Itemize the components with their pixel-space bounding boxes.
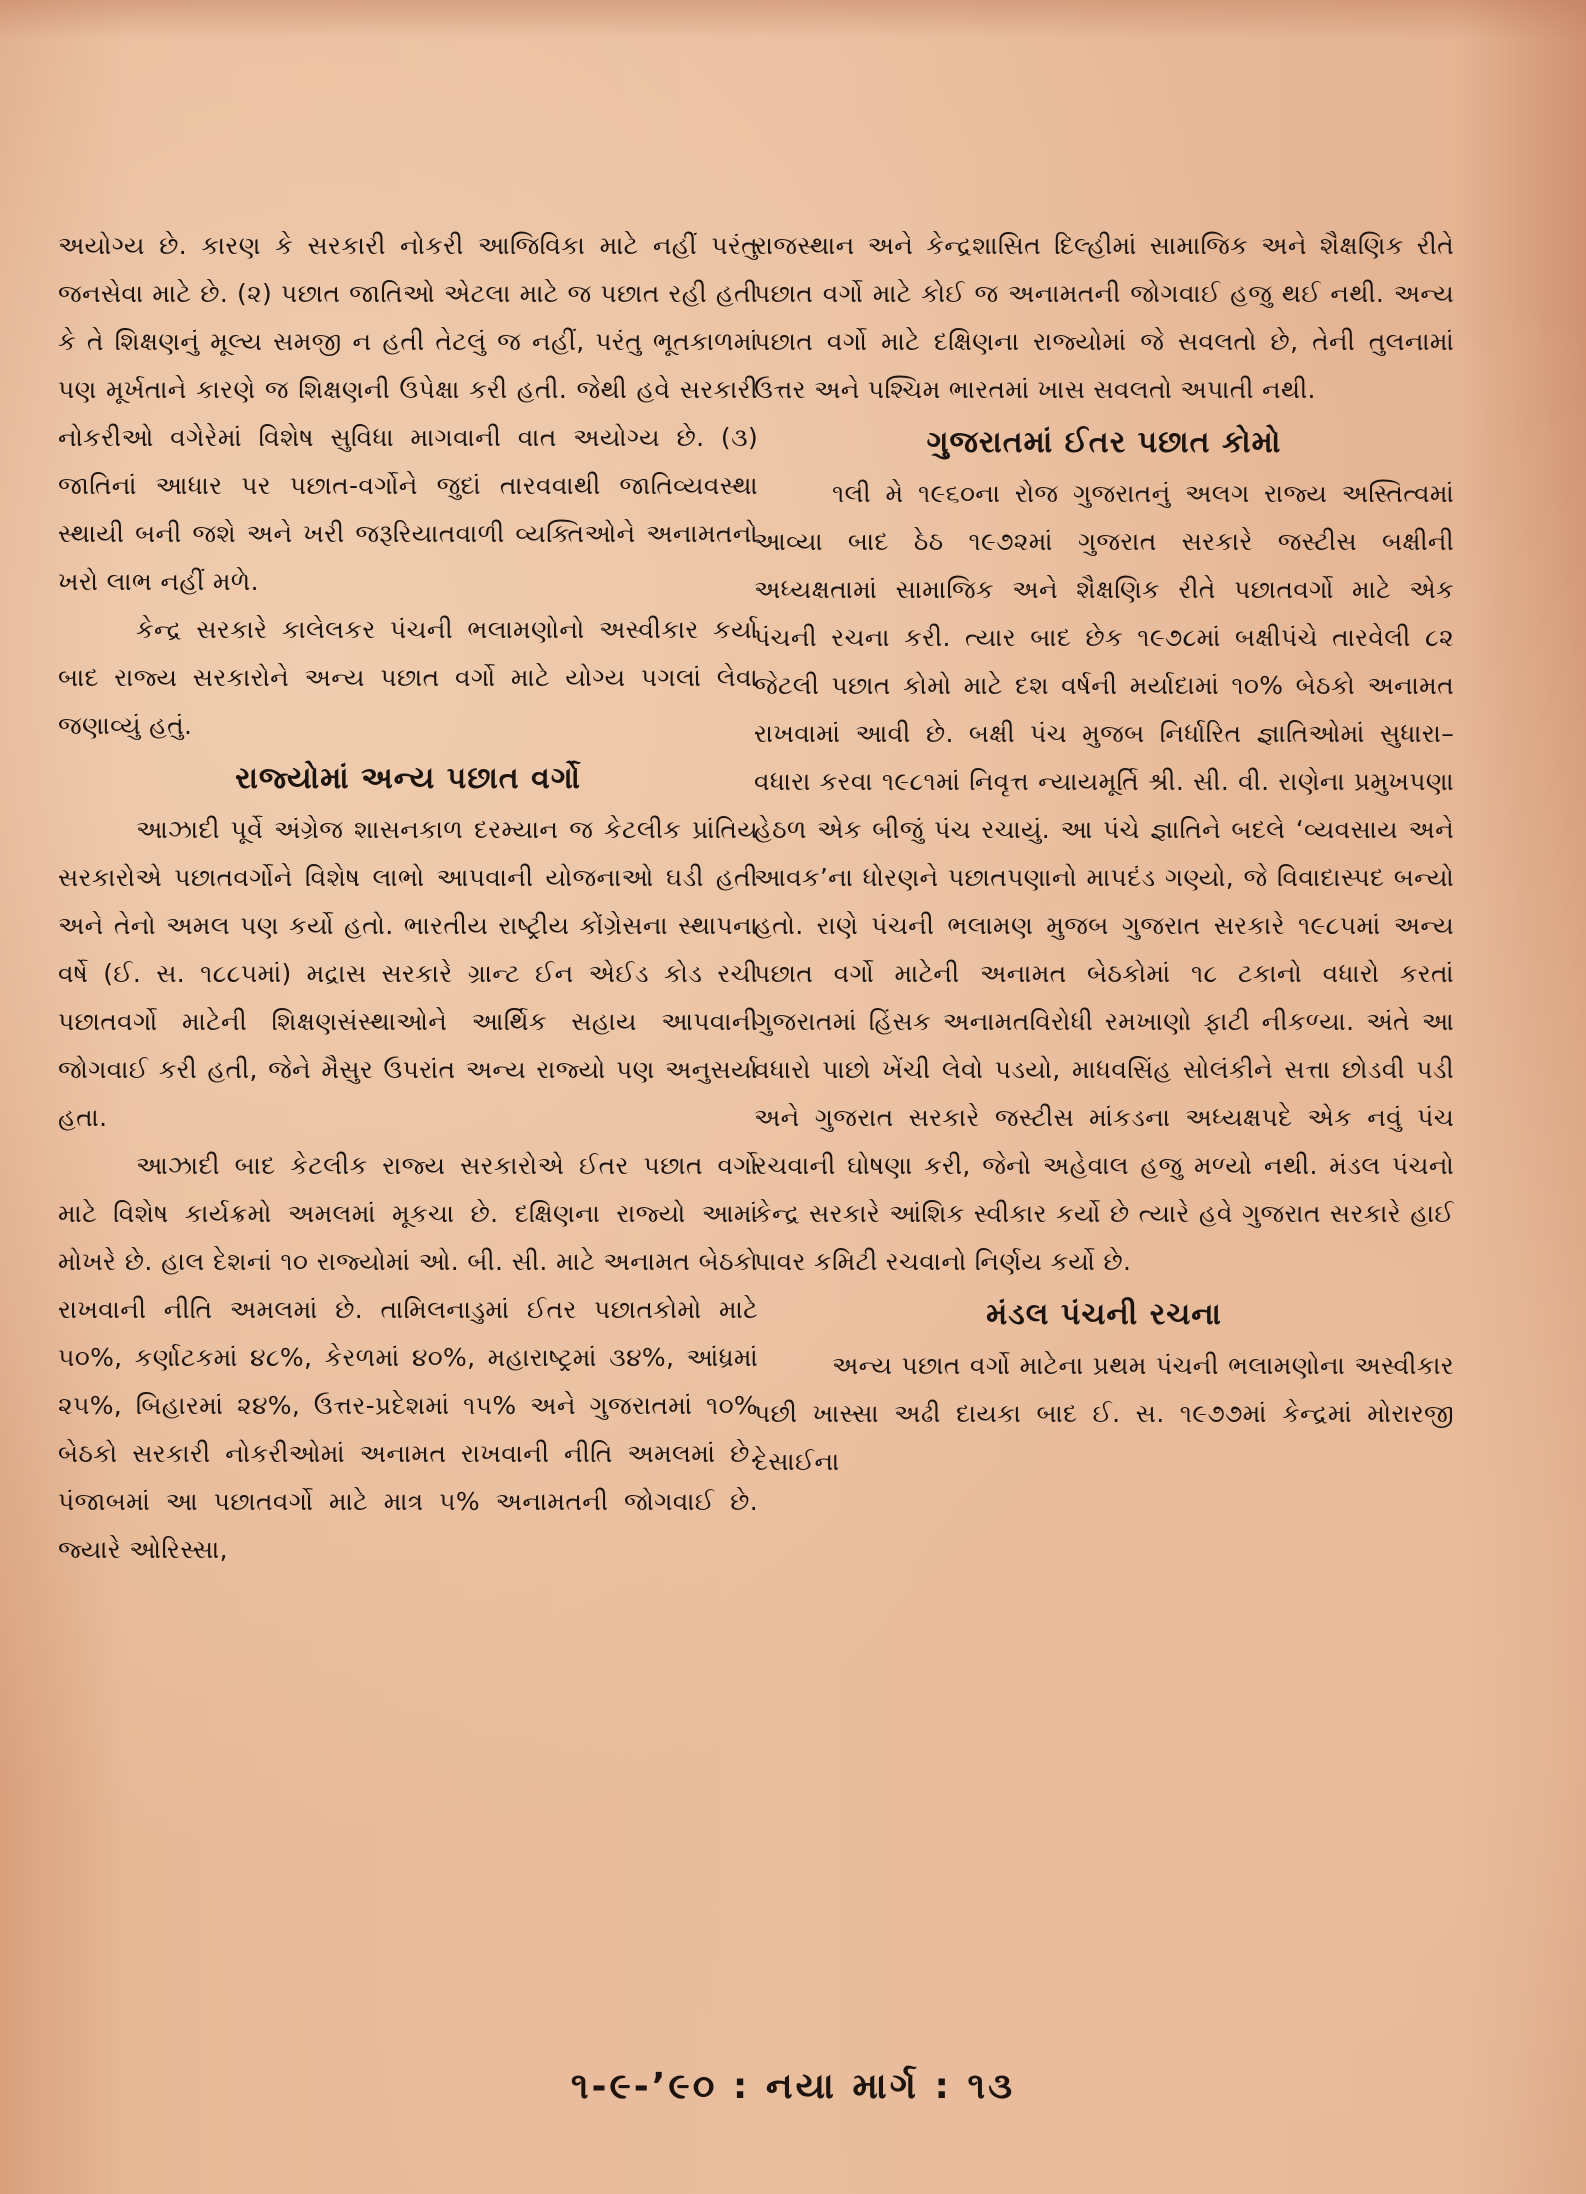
section-heading-gujarat: ગુજરાતમાં ઈતર પછાત કોમો [926,425,1282,460]
left-column [58,222,758,1574]
left-paragraph-2: કેન્દ્ર સરકારે કાલેલકર પંચની ભલામણોનો અસ્વીકાર કર્યા બાદ રાજ્ય સરકારોને અન્ય પછાત વર્ગો માટે યોગ્ય પગલાં લેવા જણાવ્યું હતું. [58,615,758,740]
page-footer: ૧-૯-’૯૦ : નયા માર્ગ : ૧૩ [570,2066,1016,2107]
right-paragraph-3: અન્ય પછાત વર્ગો માટેના પ્રથમ પંચની ભલામણોના અસ્વીકાર પછી ખાસ્સા અઢી દાયકા બાદ ઈ. સ. ૧૯૭૭માં કેન્દ્રમાં મોરારજી દેસાઈના [754,1351,1454,1476]
right-paragraph-2: ૧લી મે ૧૯૬૦ના રોજ ગુજરાતનું અલગ રાજ્ય અસ્તિત્વમાં આવ્યા બાદ ઠેઠ ૧૯૭૨માં ગુજરાત સરકારે જસ્ટીસ બક્ષીની અધ્યક્ષતામાં સામાજિક અને શૈક્ષણિક રીતે પછાતવર્ગો માટે એક પંચની રચના કરી. ત્યાર બાદ છેક ૧૯૭૮માં બક્ષીપંચે તારવેલી ૮૨ જેટલી પછાત કોમો માટે દશ વર્ષની મર્યાદામાં ૧૦% બેઠકો અનામત રાખવામાં આવી છે. બક્ષી પંચ મુજબ નિર્ધારિત જ્ઞાતિઓમાં સુધારા–વધારા કરવા ૧૯૮૧માં નિવૃત્ત ન્યાયમૂર્તિ શ્રી. સી. વી. રાણેના પ્રમુખપણા હેઠળ એક બીજું પંચ રચાયું. આ પંચે જ્ઞાતિને બદલે ‘વ્યવસાય અને આવક’ના ધોરણને પછાતપણાનો માપદંડ ગણ્યો, જે વિવાદાસ્પદ બન્યો હતો. રાણે પંચની ભલામણ મુજબ ગુજરાત સરકારે ૧૯૮૫માં અન્ય પછાત વર્ગો માટેની અનામત બેઠકોમાં ૧૮ ટકાનો વધારો કરતાં ગુજરાતમાં હિંસક અનામતવિરોધી રમખાણો ફાટી નીકળ્યા. અંતે આ વધારો પાછો ખેંચી લેવો પડયો, માધવસિંહ સોલંકીને સત્તા છોડવી પડી અને ગુજરાત સરકારે જસ્ટીસ માંકડના અધ્યક્ષપદે એક નવું પંચ રચવાની ઘોષણા કરી, જેનો અહેવાલ હજુ મળ્યો નથી. મંડલ પંચનો કેન્દ્ર સરકારે આંશિક સ્વીકાર કર્યો છે ત્યારે હવે ગુજરાત સરકારે હાઈ પાવર કમિટી રચવાનો નિર્ણય કર્યો છે. [754,479,1454,1276]
right-paragraph-1: રાજસ્થાન અને કેન્દ્રશાસિત દિલ્હીમાં સામાજિક અને શૈક્ષણિક રીતે પછાત વર્ગો માટે કોઈ જ અનામતની જોગવાઈ હજુ થઈ નથી. અન્ય પછાત વર્ગો માટે દક્ષિણના રાજ્યોમાં જે સવલતો છે, તેની તુલનામાં ઉત્તર અને પશ્ચિમ ભારતમાં ખાસ સવલતો અપાતી નથી. [754,231,1454,404]
left-paragraph-4: આઝાદી બાદ કેટલીક રાજ્ય સરકારોએ ઈતર પછાત વર્ગો માટે વિશેષ કાર્યક્રમો અમલમાં મૂકચા છે. દક્ષિણના રાજ્યો આમાં મોખરે છે. હાલ દેશનાં ૧૦ રાજ્યોમાં ઓ. બી. સી. માટે અનામત બેઠકો રાખવાની નીતિ અમલમાં છે. તામિલનાડુમાં ઈતર પછાતકોમો માટે ૫૦%, કર્ણાટકમાં ૪૮%, કેરળમાં ૪૦%, મહારાષ્ટ્રમાં ૩૪%, આંધ્રમાં ૨૫%, બિહારમાં ૨૪%, ઉત્તર-પ્રદેશમાં ૧૫% અને ગુજરાતમાં ૧૦% બેઠકો સરકારી નોકરીઓમાં અનામત રાખવાની નીતિ અમલમાં છે. પંજાબમાં આ પછાતવર્ગો માટે માત્ર ૫% અનામતની જોગવાઈ છે. જ્યારે ઓરિસ્સા, [58,1151,758,1564]
right-column [754,222,1454,1486]
page-edge-shadow [0,0,1586,40]
left-paragraph-3: આઝાદી પૂર્વે અંગ્રેજ શાસનકાળ દરમ્યાન જ કેટલીક પ્રાંતિય સરકારોએ પછાતવર્ગોને વિશેષ લાભો આપવાની યોજનાઓ ઘડી હતી અને તેનો અમલ પણ કર્યો હતો. ભારતીય રાષ્ટ્રીય કોંગ્રેસના સ્થાપના વર્ષે (ઈ. સ. ૧૮૮૫માં) મદ્રાસ સરકારે ગ્રાન્ટ ઈન એઈડ કોડ રચી પછાતવર્ગો માટેની શિક્ષણસંસ્થાઓને આર્થિક સહાય આપવાની જોગવાઈ કરી હતી, જેને મૈસુર ઉપરાંત અન્ય રાજ્યો પણ અનુસર્યા હતા. [58,815,758,1132]
section-heading-mandal: મંડલ પંચની રચના [986,1297,1222,1332]
section-heading-states: રાજ્યોમાં અન્ય પછાત વર્ગો [235,761,581,796]
left-paragraph-1: અયોગ્ય છે. કારણ કે સરકારી નોકરી આજિવિકા માટે નહીં પરંતુ જનસેવા માટે છે. (૨) પછાત જાતિઓ એટલા માટે જ પછાત રહી હતી કે તે શિક્ષણનું મૂલ્ય સમજી ન હતી તેટલું જ નહીં, પરંતુ ભૂતકાળમાં પણ મૂર્ખતાને કારણે જ શિક્ષણની ઉપેક્ષા કરી હતી. જેથી હવે સરકારી નોકરીઓ વગેરેમાં વિશેષ સુવિધા માગવાની વાત અયોગ્ય છે. (૩) જાતિનાં આધાર પર પછાત-વર્ગોને જુદાં તારવવાથી જાતિવ્યવસ્થા સ્થાયી બની જશે અને ખરી જરૂરિયાતવાળી વ્યક્તિઓને અનામતનો ખરો લાભ નહીં મળે. [58,231,758,596]
